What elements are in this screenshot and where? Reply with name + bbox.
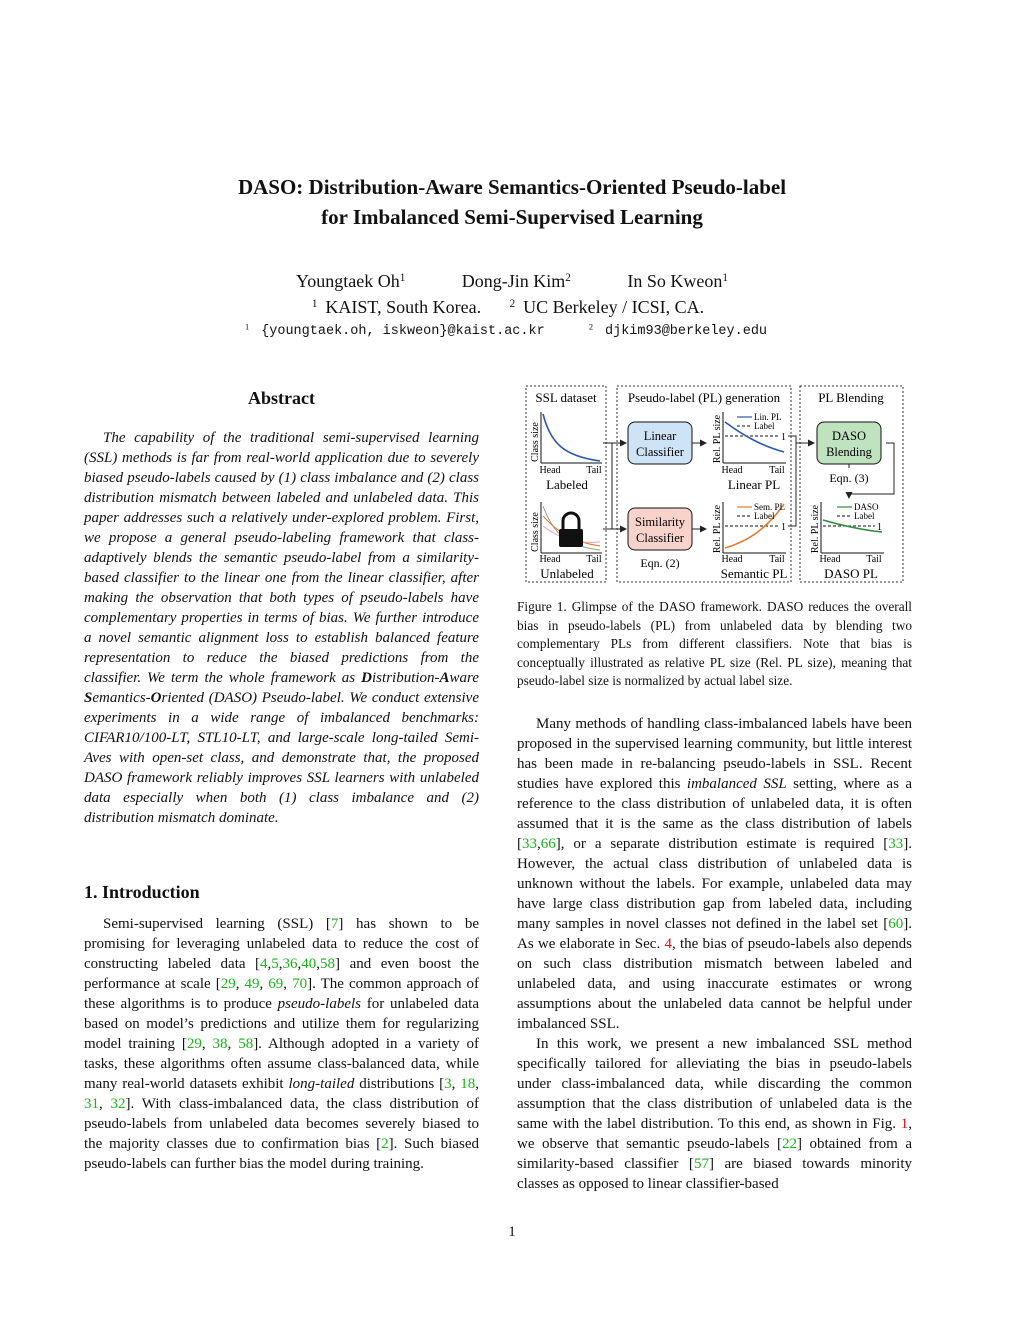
citation-link[interactable]: 33 [522,836,537,852]
author-2-sup: 2 [565,271,571,284]
linear-pl-tail: Tail [769,465,785,476]
citation-link[interactable]: 36 [282,956,298,972]
affiliation-2-text: UC Berkeley / ICSI, CA. [523,297,705,317]
intro-body [84,914,479,1174]
citation-link[interactable]: 3 [444,1076,452,1092]
unlabeled-caption: Unlabeled [540,566,594,581]
citation-link[interactable]: 57 [693,1156,709,1172]
citation-link[interactable]: 29 [186,1036,202,1052]
unlabeled-head: Head [539,554,561,565]
figure-1-diagram [524,384,906,584]
citation-link[interactable]: 18 [460,1076,476,1092]
intro-heading: 1. Introduction [84,882,200,902]
daso-blending-l2: Blending [826,445,872,459]
authors [0,268,1024,294]
citation-link[interactable]: 58 [238,1036,254,1052]
paper-title [0,172,1024,232]
right-paragraph-2 [517,1034,912,1194]
right-text: setting, where as a reference to the class distribution of unlabeled data, it is often assumed that it is the same as the class distribution of labels [ [517,776,913,852]
citation-link[interactable]: 33 [888,836,904,852]
linear-classifier-l2: Classifier [636,445,684,459]
semantic-pl-legend-text: Sem. PL [754,502,786,512]
intro-text: ]. With class-imbalanced data, the class distribution of pseudo-labels from unlabeled data becomes severely biased to the majority classes due to confirmation bias [ [84,1096,479,1152]
intro-text: for unlabeled data based on model’s predictions and utilize them for regularizing model training [ [84,996,480,1052]
lock-icon [559,513,583,547]
unlabeled-class-size: Class size [530,512,541,552]
semantic-pl-caption: Semantic PL [720,566,788,581]
affiliation-1 [312,297,489,317]
affiliation-2 [510,297,713,317]
citation-link[interactable]: 69 [268,976,284,992]
right-text: ] are biased towards minority classes as opposed to linear classifier-based [517,1156,913,1192]
citation-link[interactable]: 32 [110,1096,126,1112]
semantic-pl-tail: Tail [769,554,785,565]
linear-classifier-l1: Linear [643,429,677,443]
linear-pl-caption: Linear PL [727,477,781,492]
figure-1-caption: Figure 1. Glimpse of the DASO framework. DASO reduces the overall bias in pseudo-labels (PL) from unlabeled data by blending two complementary PLs from different classifiers. Note that bias is conceptually illustrated as relative PL size (Rel. PL size), meaning that pseudo-label size is normalized by actual label size. [517,599,912,688]
daso-pl-one: 1 [877,522,882,533]
citation-link[interactable]: 22 [782,1136,797,1152]
intro-paragraph-1: Semi-supervised learning (SSL) [7] has shown to be promising for leveraging unlabeled data to reduce the cost of constructing labeled data [4,5,36,40,58] and even boost the performance at scale [29, 49, 69, 70]. The common approach of these algorithms is to produce pseudo-labels for unlabeled data based on model’s predictions and utilize them for regularizing model training [29, 38, 58]. Although adopted in a variety of tasks, these algorithms often assume class-balanced data, while many real-world datasets exhibit long-tailed distributions [3, 18, 31, 32]. With class-imbalanced data, the class distribution of pseudo-labels from unlabeled data becomes severely biased to the majority classes due to confirmation bias [2]. Such biased pseudo-labels can further bias the model during training. [84,916,480,1172]
daso-blending-l1: DASO [831,429,867,443]
abstract-heading: Abstract [248,388,315,408]
linear-pl-one: 1 [781,432,786,443]
linear-pl-legend-text: Lin. PL [754,412,782,422]
unlabeled-tail: Tail [586,554,602,565]
emails [0,322,1024,342]
citation-link[interactable]: 38 [212,1036,228,1052]
daso-pl-legend-text: DASO [854,502,879,512]
citation-link[interactable]: 70 [292,976,308,992]
abstract-bold-o: O [150,690,162,706]
right-text: ], or a separate distribution estimate is required [ [555,836,889,852]
citation-link[interactable]: 7 [330,916,339,932]
semantic-pl-head: Head [721,554,743,565]
title-line-2: for Imbalanced Semi-Supervised Learning [321,205,703,229]
email-1-text: {youngtaek.oh, iskweon}@kaist.ac.kr [261,324,545,339]
email-1[interactable] [245,324,557,339]
intro-text: ]. Although adopted in a variety of tasks, these algorithms often assume class-balanced data, while many real-world datasets exhibit [84,1036,479,1092]
author-3-sup: 1 [722,271,728,284]
eqn-2-label: Eqn. (2) [640,556,680,570]
right-column-body [517,714,912,1194]
daso-pl-tail: Tail [866,554,882,565]
labeled-head: Head [539,465,561,476]
citation-link[interactable]: 60 [888,916,904,932]
figure-ref-link[interactable]: 1 [900,1116,909,1132]
abstract-bold-s: S [84,690,93,706]
semantic-pl-one: 1 [781,522,786,533]
abstract-text-2: We conduct extensive experiments in a wide range of imbalanced benchmarks: CIFAR10/100-LT, STL10-LT, and large-scale long-tailed Semi-Aves with open-set class, and demonstrate that, the proposed DASO framework reliably improves SSL learners with unlabeled data especially when both (1) class imbalance and (2) distribution mismatch dominate. [84,690,479,826]
abstract-text-d: istribution- [372,670,440,686]
similarity-classifier-l2: Classifier [636,531,684,545]
daso-pl-head: Head [819,554,841,565]
abstract-text-1: The capability of the traditional semi-supervised learning (SSL) methods is far from real-world application due to severely biased pseudo-labels caused by (1) class imbalance and (2) class distribution mismatch between labeled and unlabeled data. This paper addresses such a relatively under-explored problem. First, we propose a general pseudo-labeling framework that class-adaptively blends the semantic pseudo-label from a similarity-based classifier to the linear one from the linear classifier, after making the observation that both types of pseudo-labels have complementary properties in terms of bias. We further introduce a novel semantic alignment loss to establish balanced feature representation to reduce the biased predictions from the classifier. We term the whole framework as [84,430,479,686]
right-text: , the bias of pseudo-labels also depends on such class distribution mismatch between labeled and unlabeled data, and using inaccurate estimates or wrong assumptions about the unlabeled data cannot be helpful under imbalanced SSL. [517,936,913,1032]
intro-text: ]. Such biased pseudo-labels can further bias the model during training. [84,1136,479,1172]
affiliation-1-text: KAIST, South Korea. [325,297,482,317]
citation-link[interactable]: 4 [260,956,268,972]
affiliations [0,294,1024,320]
labeled-caption: Labeled [546,477,588,492]
abstract-text-s: emantics- [92,690,151,706]
page-number: 1 [508,1224,516,1240]
abstract-text-a: ware [449,670,479,686]
author-3 [627,268,728,294]
panel-pl-label: Pseudo-label (PL) generation [627,390,781,405]
citation-link[interactable]: 2 [381,1136,389,1152]
labeled-curve [543,414,600,461]
email-1-sup: 1 [244,322,250,332]
labeled-tail: Tail [586,465,602,476]
right-text: Many methods of handling class-imbalanced labels have been proposed in the supervised learning community, but little interest has been made in re-balancing pseudo-labels in SSL. Recent studies have explored this [517,716,912,792]
semantic-pl-y-label: Rel. PL size [712,504,723,554]
citation-link[interactable]: 66 [540,836,556,852]
intro-text: ] and even boost the performance at scale [ [84,956,479,992]
linear-pl-legend-label: Label [754,421,775,431]
intro-emphasis: long-tailed [288,1076,355,1092]
abstract-text-o: riented (DASO) Pseudo-label. [161,690,345,706]
right-paragraph-1: Many methods of handling class-imbalanced labels have been proposed in the supervised learning community, but little interest has been made in re-balancing pseudo-labels in SSL. Recent studies have explored this imbalanced SSL setting, where as a reference to the class distribution of unlabeled data, it is often assumed that it is the same as the class distribution of labels [33,66], or a separate distribution estimate is required [33]. However, the actual class distribution of unlabeled data is unknown without the labels. For example, unlabeled data may have large class distribution gap from labeled data, including many samples in novel classes not defined in the label set [60]. As we elaborate in Sec. 4, the bias of pseudo-labels also depends on such class distribution mismatch between labeled and unlabeled data, and using inaccurate estimates or wrong assumptions about the unlabeled data cannot be helpful under imbalanced SSL. [517,716,913,1032]
intro-text: ] has shown to be promising for leveraging unlabeled data to reduce the cost of constructing labeled data [ [84,916,479,972]
similarity-classifier-l1: Similarity [635,515,685,529]
affiliation-1-sup: 1 [311,297,318,310]
author-2-name: Dong-Jin Kim [461,271,566,291]
email-2[interactable] [589,324,779,339]
daso-pl-y-label: Rel. PL size [810,504,821,554]
linear-pl-y-label: Rel. PL size [712,414,723,464]
semantic-pl-legend-label: Label [754,511,775,521]
right-text: ]. As we elaborate in Sec. [517,916,912,952]
citation-link[interactable]: 40 [301,956,317,972]
section-ref-link[interactable]: 4 [664,936,672,952]
right-emphasis: imbalanced SSL [686,776,787,792]
citation-link[interactable]: 5 [271,956,279,972]
abstract-bold-a: A [439,670,450,686]
right-text: , we observe that semantic pseudo-labels [ [517,1116,912,1152]
intro-text: ]. The common approach of these algorithms is to produce [84,976,480,1012]
linear-pl-head: Head [721,465,743,476]
right-text: In this work, we present a new imbalanced SSL method specifically tailored for alleviating the bias in pseudo-labels under class-imbalanced data, while discarding the common assumption that the class distribution of unlabeled data is the same with the label distribution. To this end, as shown in Fig. [517,1036,912,1132]
email-2-text: djkim93@berkeley.edu [605,324,768,339]
citation-link[interactable]: 29 [220,976,236,992]
right-text: ]. However, the actual class distribution of unlabeled data is unknown without the labels. For example, unlabeled data may have large class distribution gap from labeled data, including many samples in novel classes not defined in the label set [ [517,836,912,932]
intro-text: Semi-supervised learning (SSL) [ [103,916,331,932]
abstract-bold-d: D [361,670,373,686]
citation-link[interactable]: 31 [84,1096,99,1112]
daso-pl-legend-label: Label [854,511,875,521]
affiliation-2-sup: 2 [509,297,516,310]
right-text: ] obtained from a similarity-based classifier [ [517,1136,913,1172]
author-2 [462,268,571,294]
citation-link[interactable]: 49 [244,976,260,992]
citation-link[interactable]: 58 [320,956,336,972]
labeled-class-size: Class size [530,422,541,462]
author-1-name: Youngtaek Oh [296,271,400,291]
abstract-body [84,428,479,828]
eqn-3-label: Eqn. (3) [829,471,869,485]
abstract-paragraph [84,428,479,828]
author-1 [296,268,405,294]
panel-ssl-label: SSL dataset [535,390,597,405]
author-3-name: In So Kweon [627,271,723,291]
intro-emphasis: pseudo-labels [277,996,361,1012]
daso-pl-caption: DASO PL [824,566,878,581]
arrow-linear-pl-to-blend [788,436,814,443]
author-1-sup: 1 [399,271,406,284]
intro-text: distributions [ [354,1076,445,1092]
email-2-sup: 2 [588,322,593,332]
panel-blend-label: PL Blending [818,390,884,405]
title-line-1: DASO: Distribution-Aware Semantics-Oriented Pseudo-label [237,175,787,199]
arrow-semantic-pl-to-blend [788,443,796,526]
